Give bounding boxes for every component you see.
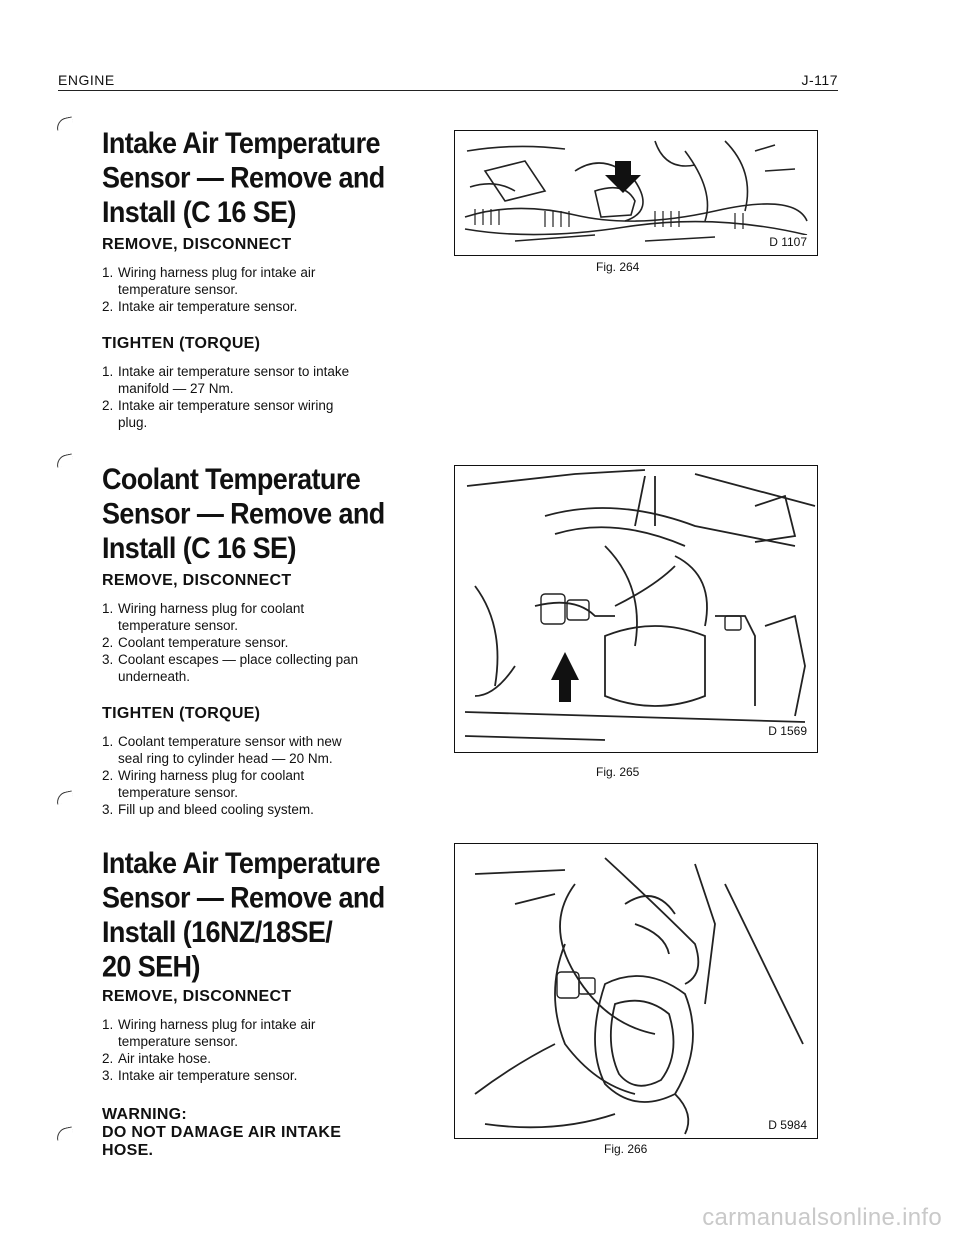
figure-266	[454, 843, 818, 1139]
figure-264	[454, 130, 818, 256]
list-item: 2. Intake air temperature sensor.	[102, 299, 298, 314]
header-rule	[58, 90, 838, 91]
remove-heading: REMOVE, DISCONNECT	[102, 236, 292, 253]
list-item: 1. Wiring harness plug for intake air temperature sensor.	[102, 265, 316, 297]
list-item: 1. Wiring harness plug for intake air temperature sensor.	[102, 1017, 316, 1049]
section-intake-air-16nz	[102, 846, 432, 1160]
tighten-list	[102, 363, 432, 431]
list-item: 1. Wiring harness plug for coolant temperature sensor.	[102, 601, 305, 633]
tighten-heading: TIGHTEN (TORQUE)	[102, 705, 261, 722]
figure-265	[454, 465, 818, 753]
margin-mark	[55, 116, 74, 130]
header-page-number: J-117	[801, 72, 838, 88]
section-coolant-c16se	[102, 462, 432, 818]
margin-mark	[55, 1126, 74, 1140]
figure-caption: Fig. 265	[596, 765, 640, 779]
figure-code: D 1569	[768, 724, 807, 738]
list-item: 1. Coolant temperature sensor with new seal ring to cylinder head — 20 Nm.	[102, 734, 342, 766]
section-title: Intake Air Temperature Sensor — Remove and Install (16NZ/18SE/ 20 SEH)	[102, 847, 385, 984]
arrow-icon	[551, 652, 579, 702]
hose-sensor-illustration	[455, 844, 817, 1138]
tighten-heading: TIGHTEN (TORQUE)	[102, 335, 261, 352]
coolant-sensor-illustration	[455, 466, 817, 752]
list-item: 3. Intake air temperature sensor.	[102, 1068, 298, 1083]
list-item: 2. Coolant temperature sensor.	[102, 635, 289, 650]
list-item: 3. Fill up and bleed cooling system.	[102, 802, 314, 817]
list-item: 3. Coolant escapes — place collecting pan underneath.	[102, 652, 359, 684]
figure-code: D 5984	[768, 1118, 807, 1132]
figure-caption: Fig. 264	[596, 260, 640, 274]
engine-sensor-illustration	[455, 131, 817, 255]
remove-list	[102, 264, 432, 315]
tighten-list	[102, 733, 432, 818]
watermark: carmanualsonline.info	[702, 1204, 942, 1231]
figure-code: D 1107	[769, 235, 807, 249]
warning-note: WARNING: DO NOT DAMAGE AIR INTAKE HOSE.	[102, 1106, 342, 1159]
section-title: Intake Air Temperature Sensor — Remove and Install (C 16 SE)	[102, 127, 385, 229]
list-item: 2. Wiring harness plug for coolant temperature sensor.	[102, 768, 305, 800]
remove-list	[102, 600, 432, 685]
margin-mark	[55, 790, 74, 804]
section-title: Coolant Temperature Sensor — Remove and Install (C 16 SE)	[102, 463, 385, 565]
section-intake-air-c16se	[102, 126, 432, 431]
list-item: 1. Intake air temperature sensor to intake manifold — 27 Nm.	[102, 364, 350, 396]
remove-heading: REMOVE, DISCONNECT	[102, 988, 292, 1005]
page-header	[58, 72, 838, 90]
list-item: 2. Intake air temperature sensor wiring plug.	[102, 398, 334, 430]
remove-heading: REMOVE, DISCONNECT	[102, 572, 292, 589]
figure-caption: Fig. 266	[604, 1142, 648, 1156]
margin-mark	[55, 453, 74, 467]
header-section: ENGINE	[58, 72, 115, 88]
list-item: 2. Air intake hose.	[102, 1051, 212, 1066]
remove-list	[102, 1016, 432, 1084]
